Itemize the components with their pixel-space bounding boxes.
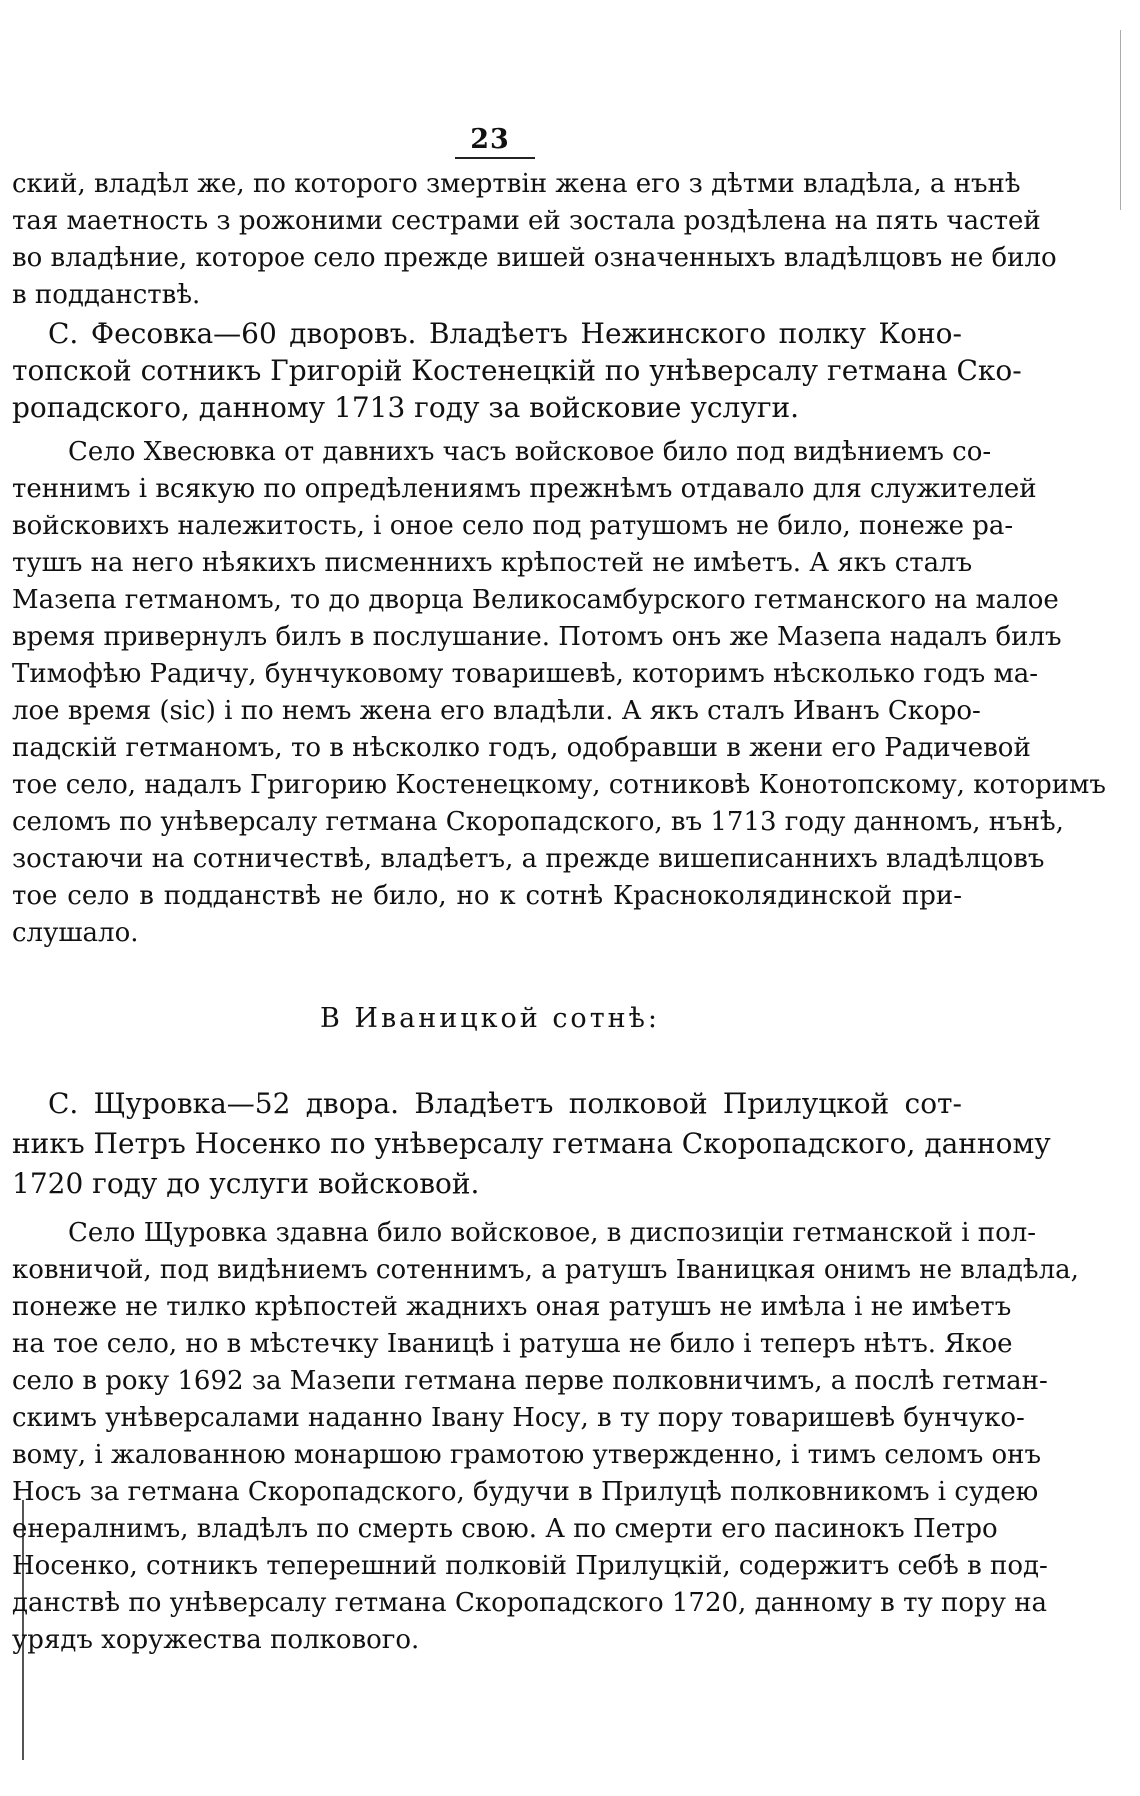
text-line: войсковихъ належитость, і оное село под ратушомъ не било, понеже ра- bbox=[12, 511, 1014, 541]
text-line: вому, і жалованною монаршою грамотою утвержденно, і тимъ селомъ онъ bbox=[12, 1440, 1042, 1470]
text-line: теннимъ і всякую по опредѣлениямъ прежнѣмъ отдавало для служителей bbox=[12, 474, 1037, 504]
text-line: ропадского, данному 1713 году за войсковие услуги. bbox=[12, 391, 800, 424]
text-line: ковничой, под видѣниемъ сотеннимъ, а ратушъ Іваницкая онимъ не владѣла, bbox=[12, 1255, 1079, 1285]
text-line: Носенко, сотникъ теперешний полковій Прилуцкій, содержитъ себѣ в под- bbox=[12, 1551, 1048, 1581]
text-line: понеже не тилко крѣпостей жаднихъ оная ратушъ не имѣла і не имѣетъ bbox=[12, 1292, 1012, 1322]
text-line: Тимофѣю Радичу, бунчуковому товаришевѣ, которимъ нѣсколько годъ ма- bbox=[12, 659, 1038, 689]
scan-edge-right bbox=[1120, 30, 1121, 210]
text-line: Село Щуровка здавна било войсковое, в диспозиціи гетманской і пол- bbox=[68, 1218, 1037, 1248]
text-line: енералнимъ, владѣлъ по смерть свою. А по смерти его пасинокъ Петро bbox=[12, 1514, 998, 1544]
text-line: селомъ по унѣверсалу гетмана Скоропадского, въ 1713 году данномъ, нънѣ, bbox=[12, 807, 1064, 837]
text-line: урядъ хоружества полкового. bbox=[12, 1625, 420, 1655]
text-line: село в року 1692 за Мазепи гетмана перве полковничимъ, а послѣ гетман- bbox=[12, 1366, 1048, 1396]
text-line: никъ Петръ Носенко по унѣверсалу гетмана Скоропадского, данному bbox=[12, 1127, 1051, 1160]
text-line: Село Хвесювка от давнихъ часъ войсковое било под видѣниемъ со- bbox=[68, 437, 992, 467]
text-line: лое время (sic) і по немъ жена его владѣли. А якъ сталъ Иванъ Скоро- bbox=[12, 696, 981, 726]
text-line: зостаючи на сотничествѣ, владѣетъ, а прежде вишеписаннихъ владѣлцовъ bbox=[12, 844, 1045, 874]
text-line: тое село в подданствѣ не било, но к сотнѣ Красноколядинской при- bbox=[12, 881, 962, 911]
text-line: Мазепа гетманомъ, то до дворца Великосамбурского гетманского на малое bbox=[12, 585, 1059, 615]
text-line: тое село, надалъ Григорию Костенецкому, сотниковѣ Конотопскому, которимъ bbox=[12, 770, 1106, 800]
text-line: скимъ унѣверсалами наданно Івану Носу, в ту пору товаришевѣ бунчуко- bbox=[12, 1403, 1025, 1433]
text-line: тая маетность з рожоними сестрами ей зостала роздѣлена на пять частей bbox=[12, 206, 1041, 236]
section-heading: В Иваницкой сотнѣ: bbox=[319, 1003, 661, 1034]
text-line: падскій гетманомъ, то в нѣсколко годъ, одобравши в жени его Радичевой bbox=[12, 733, 1031, 763]
text-line: ский, владѣл же, по которого змертвін жена его з дѣтми владѣла, а нънѣ bbox=[12, 169, 1021, 199]
entry-heading-line: С. Фесовка—60 дворовъ. Владѣетъ Нежинского полку Коно- bbox=[48, 317, 962, 350]
page-number-rule bbox=[455, 157, 535, 159]
text-line: время привернулъ билъ в послушание. Потомъ онъ же Мазепа надалъ билъ bbox=[12, 622, 1062, 652]
entry-heading-line: С. Щуровка—52 двора. Владѣетъ полковой Прилуцкой сот- bbox=[48, 1087, 962, 1120]
text-line: топской сотникъ Григорій Костенецкій по унѣверсалу гетмана Ско- bbox=[12, 354, 1022, 387]
text-line: данствѣ по унѣверсалу гетмана Скоропадского 1720, данному в ту пору на bbox=[12, 1588, 1048, 1618]
text-line: во владѣние, которое село прежде вишей означенныхъ владѣлцовъ не било bbox=[12, 243, 1057, 273]
text-line: на тое село, но в мѣстечку Іваницѣ і ратуша не било і теперъ нѣтъ. Якое bbox=[12, 1329, 1013, 1359]
text-line: 1720 году до услуги войсковой. bbox=[12, 1167, 480, 1200]
text-line: в подданствѣ. bbox=[12, 280, 201, 310]
page-number: 23 bbox=[470, 124, 510, 155]
text-line: слушало. bbox=[12, 918, 139, 948]
text-line: тушъ на него нѣякихъ писменнихъ крѣпостей не имѣетъ. А якъ сталъ bbox=[12, 548, 973, 578]
text-line: Носъ за гетмана Скоропадского, будучи в Прилуцѣ полковникомъ і судею bbox=[12, 1477, 1039, 1507]
